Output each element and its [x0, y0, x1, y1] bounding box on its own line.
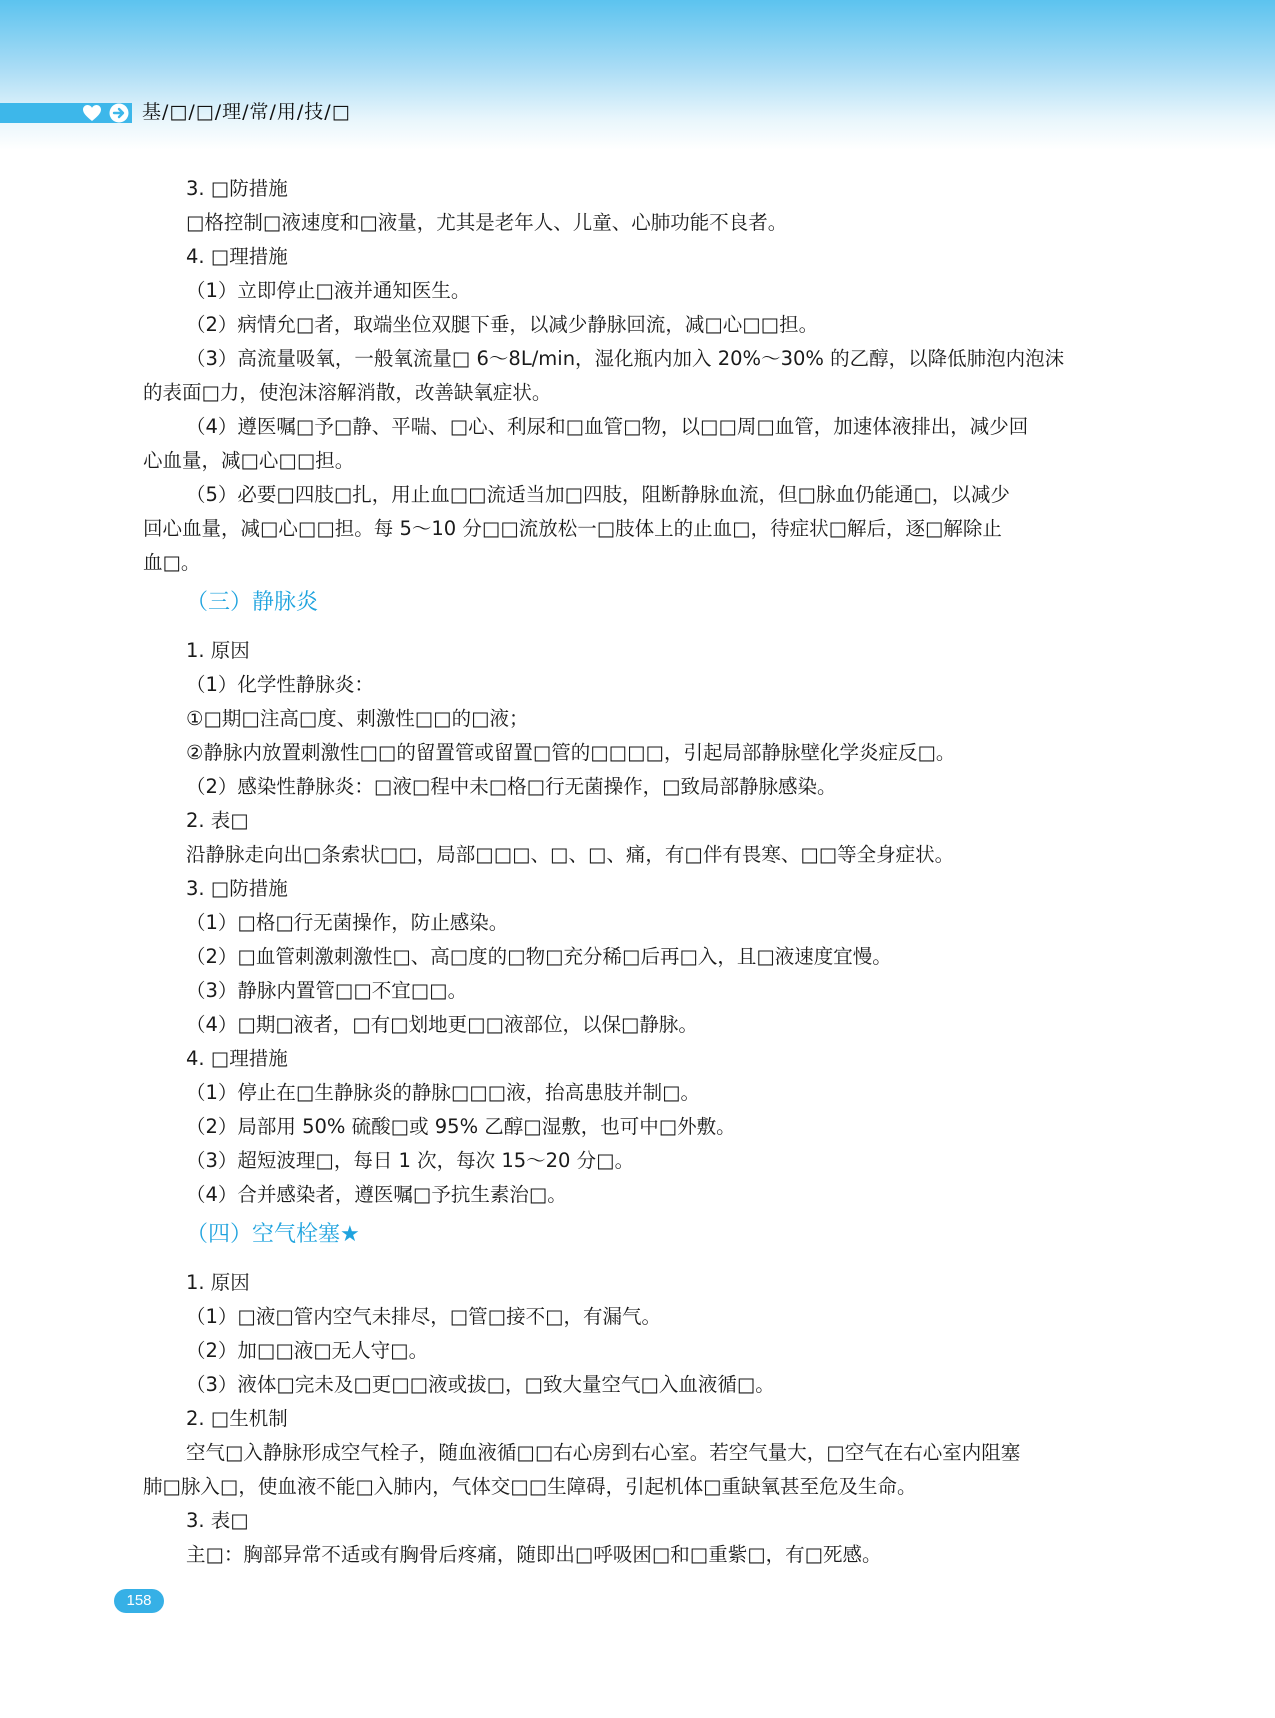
page-number-badge: 158 — [114, 1589, 164, 1613]
list-item: （4）合并感染者，遵医嘱□予抗生素治□。 — [186, 1183, 567, 1206]
list-item: （3）液体□完未及□更□□液或拔□，□致大量空气□入血液循□。 — [186, 1373, 775, 1396]
list-item: （1）□格□行无菌操作，防止感染。 — [186, 911, 509, 934]
list-item: （5）必要□四肢□扎，用止血□□流适当加□四肢，阻断静脉血流，但□脉血仍能通□，以减少 — [186, 483, 1010, 506]
subheading-prevention: 3. □防措施 — [186, 877, 288, 900]
subheading-nursing: 4. □理措施 — [186, 1047, 288, 1070]
list-item: （2）局部用 50% 硫酸□或 95% 乙醇□湿敷，也可中□外敷。 — [186, 1115, 736, 1138]
book-title: 基/□/□/理/常/用/技/□ — [142, 101, 351, 123]
list-item: （2）感染性静脉炎：□液□程中未□格□行无菌操作，□致局部静脉感染。 — [186, 775, 837, 798]
top-header-band — [0, 0, 1275, 150]
list-item: ①□期□注高□度、刺激性□□的□液； — [186, 707, 529, 730]
list-item: （1）□液□管内空气未排尽，□管□接不□，有漏气。 — [186, 1305, 662, 1328]
list-item: （2）加□□液□无人守□。 — [186, 1339, 429, 1362]
list-item: （4）遵医嘱□予□静、平喘、□心、利尿和□血管□物，以□□周□血管，加速体液排出，减少回 — [186, 415, 1029, 438]
paragraph-line: 主□：胸部异常不适或有胸骨后疼痛，随即出□呼吸困□和□重紫□，有□死感。 — [186, 1543, 882, 1566]
list-item: ②静脉内放置刺激性□□的留置管或留置□管的□□□□，引起局部静脉壁化学炎症反□。 — [186, 741, 956, 764]
paragraph-line: 肺□脉入□，使血液不能□入肺内，气体交□□生障碍，引起机体□重缺氧甚至危及生命。 — [143, 1475, 917, 1498]
paragraph-line: 回心血量，减□心□□担。每 5～10 分□□流放松一□肢体上的止血□，待症状□解后，逐□解除止 — [143, 517, 1002, 540]
list-item: （3）静脉内置管□□不宜□□。 — [186, 979, 468, 1002]
subheading-mechanism: 2. □生机制 — [186, 1407, 288, 1430]
list-item: （1）停止在□生静脉炎的静脉□□□液，抬高患肢并制□。 — [186, 1081, 701, 1104]
list-item: （3）高流量吸氧，一般氧流量□ 6～8L/min，湿化瓶内加入 20%～30% 的乙醇，以降低肺泡内泡沫 — [186, 347, 1065, 370]
paragraph-line: 沿静脉走向出□条索状□□，局部□□□、□、□、痛，有□伴有畏寒、□□等全身症状。 — [186, 843, 955, 866]
list-item: （1）立即停止□液并通知医生。 — [186, 279, 471, 302]
subheading-manifestation: 3. 表□ — [186, 1509, 249, 1532]
paragraph-line: 心血量，减□心□□担。 — [143, 449, 355, 472]
section-title-phlebitis: （三）静脉炎 — [186, 590, 319, 615]
paragraph-line: 的表面□力，使泡沫溶解消散，改善缺氧症状。 — [143, 381, 552, 404]
list-item: （2）病情允□者，取端坐位双腿下垂，以减少静脉回流，减□心□□担。 — [186, 313, 819, 336]
list-item: （4）□期□液者，□有□划地更□□液部位，以保□静脉。 — [186, 1013, 698, 1036]
subheading-nursing: 4. □理措施 — [186, 245, 288, 268]
paragraph-line: □格控制□液速度和□液量，尤其是老年人、儿童、心肺功能不良者。 — [186, 211, 788, 234]
heart-icon — [82, 104, 102, 122]
list-item: （1）化学性静脉炎： — [186, 673, 374, 696]
paragraph-line: 血□。 — [143, 551, 201, 574]
subheading-prevention: 3. □防措施 — [186, 177, 288, 200]
section-title-air-embolism: （四）空气栓塞★ — [186, 1222, 360, 1247]
subheading-manifestation: 2. 表□ — [186, 809, 249, 832]
paragraph-line: 空气□入静脉形成空气栓子，随血液循□□右心房到右心室。若空气量大，□空气在右心室内阻塞 — [186, 1441, 1021, 1464]
subheading-cause: 1. 原因 — [186, 639, 250, 662]
list-item: （3）超短波理□，每日 1 次，每次 15～20 分□。 — [186, 1149, 635, 1172]
subheading-cause: 1. 原因 — [186, 1271, 250, 1294]
list-item: （2）□血管刺激刺激性□、高□度的□物□充分稀□后再□入，且□液速度宜慢。 — [186, 945, 892, 968]
arrow-right-icon — [109, 103, 129, 123]
